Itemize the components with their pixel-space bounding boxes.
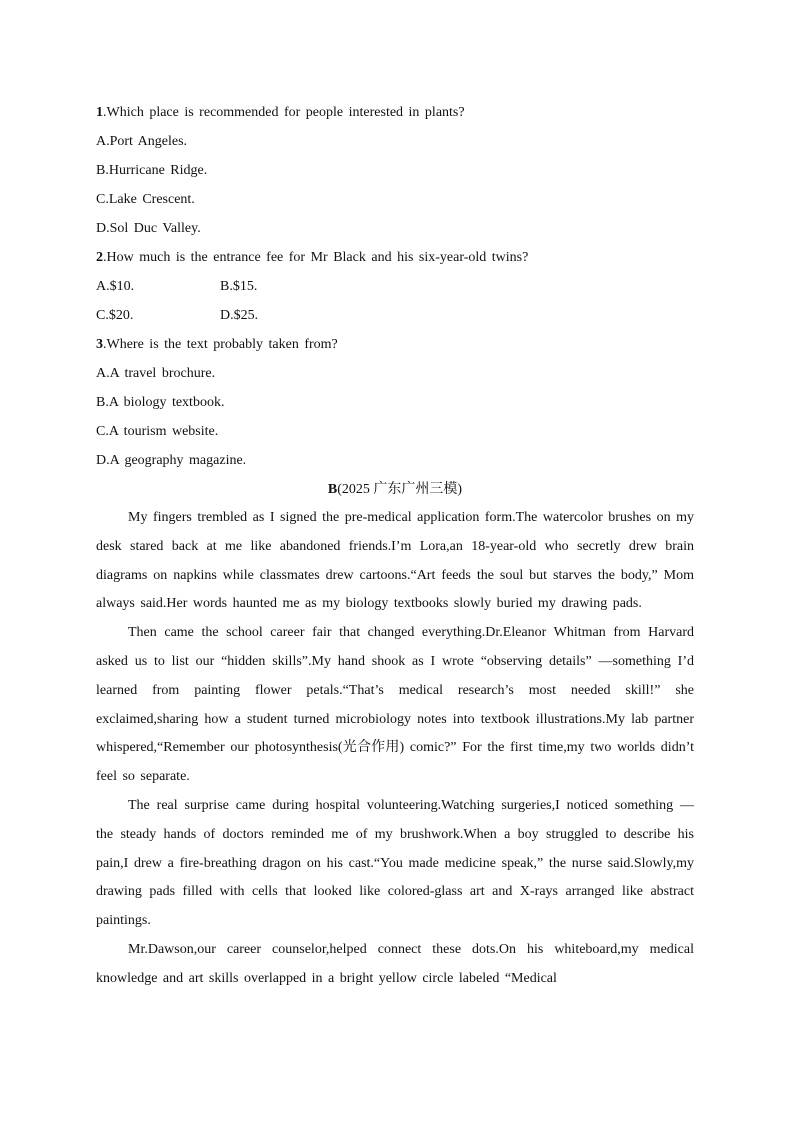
option-a: A.$10.: [96, 279, 135, 294]
question-number: 1: [96, 105, 103, 120]
passage-paragraph-3: The real surprise came during hospital volunteering.Watching surgeries,I noticed something —the steady hands of doctors reminded me of my brushwork.When a boy struggled to describe his pain,I drew a fire-breathing dragon on his cast.“You made medicine speak,” the nurse said.Slowly,my drawing pads filled with cells that looked like colored-glass art and X-rays arranged like abstract paintings.: [96, 797, 694, 929]
section-source: (2025 广东广州三模): [337, 482, 463, 497]
passage-paragraph-2: Then came the school career fair that changed everything.Dr.Eleanor Whitman from Harvard asked us to list our “hidden skills”.My hand shook as I wrote “observing details” —something I’d learned from painting flower petals.“That’s medical research’s most needed skill!” she exclaimed,sharing how a student turned microbiology notes into textbook illustrations.My lab partner whispered,“Remember our photosynthesis(光合作用) comic?” For the first time,my two worlds didn’t feel so separate.: [96, 625, 694, 785]
option-a: A.A travel brochure.: [96, 366, 216, 381]
option-row: [96, 272, 694, 301]
option-d: D.A geography magazine.: [96, 453, 247, 468]
option-c: C.$20.: [96, 308, 134, 323]
question-1: [96, 98, 694, 127]
passage-paragraph-4: Mr.Dawson,our career counselor,helped connect these dots.On his whiteboard,my medical knowledge and art skills overlapped in a bright yellow circle labeled “Medical: [96, 941, 694, 986]
option-a: A.Port Angeles.: [96, 134, 188, 149]
document-page: [96, 98, 694, 994]
option-row: [96, 301, 694, 330]
question-text: .Where is the text probably taken from?: [103, 337, 338, 352]
option-c: C.Lake Crescent.: [96, 192, 195, 207]
option-d: D.$25.: [220, 308, 259, 323]
section-heading: [96, 475, 694, 504]
passage-paragraph-1: My fingers trembled as I signed the pre-medical application form.The watercolor brushes on my desk stared back at me like abandoned friends.I’m Lora,an 18-year-old who secretly drew brain diagrams on napkins while classmates drew cartoons.“Art feeds the soul but starves the body,” Mom always said.Her words haunted me as my biology textbooks slowly buried my drawing pads.: [96, 510, 694, 612]
option-d: D.Sol Duc Valley.: [96, 221, 201, 236]
question-text: .Which place is recommended for people interested in plants?: [103, 105, 465, 120]
question-number: 2: [96, 250, 103, 265]
section-letter: B: [327, 482, 338, 497]
question-text: .How much is the entrance fee for Mr Black and his six-year-old twins?: [103, 250, 529, 265]
option-b: B.$15.: [220, 279, 258, 294]
question-2: [96, 243, 694, 272]
option-b: B.Hurricane Ridge.: [96, 163, 208, 178]
question-number: 3: [96, 337, 103, 352]
option-b: B.A biology textbook.: [96, 395, 225, 410]
option-c: C.A tourism website.: [96, 424, 219, 439]
question-3: [96, 330, 694, 359]
